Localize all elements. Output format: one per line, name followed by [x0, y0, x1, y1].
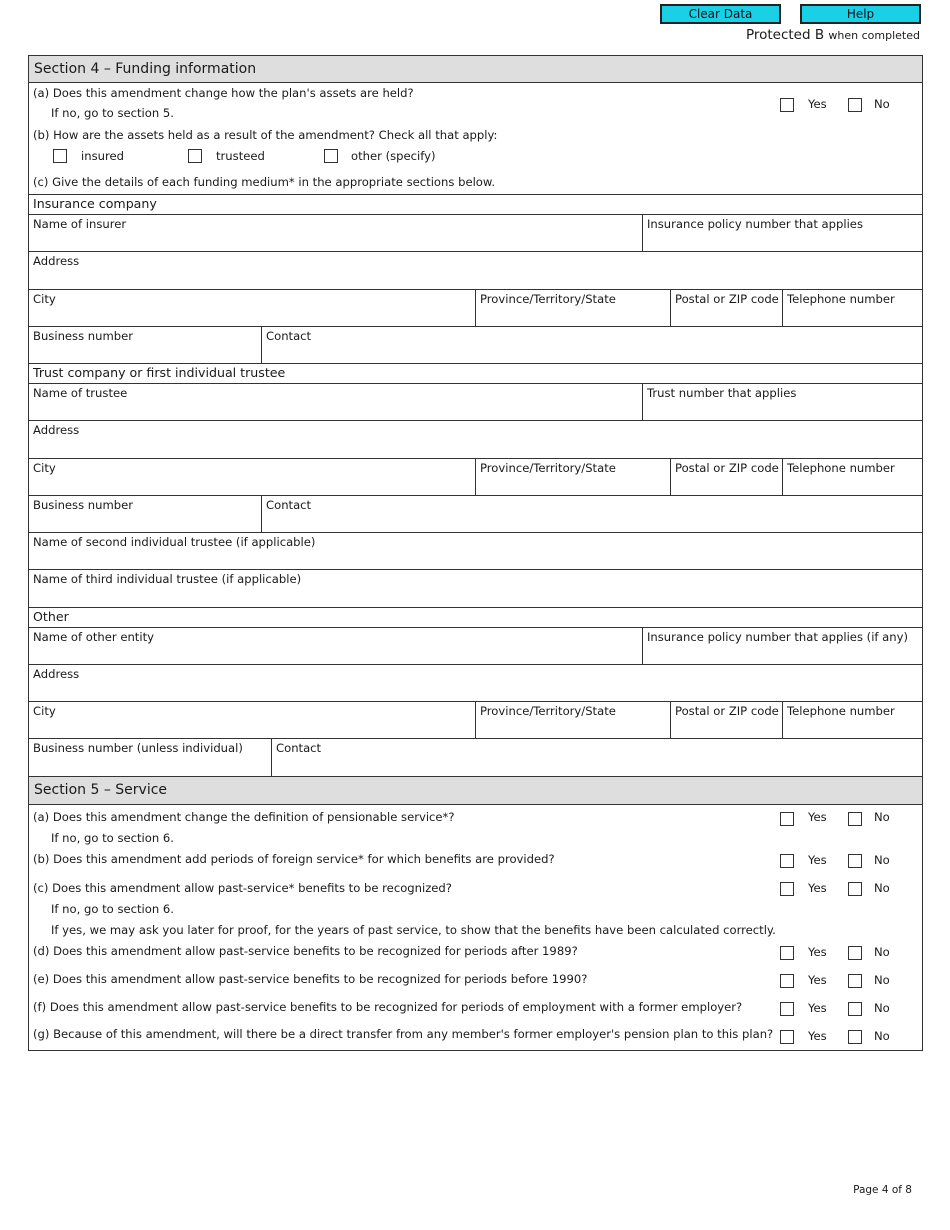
no-label: No — [874, 881, 890, 895]
no-label: No — [874, 945, 890, 959]
s5-question-c: (c) Does this amendment allow past-service* benefits to be recognized? — [33, 881, 452, 895]
insurance-company-heading: Insurance company — [28, 195, 923, 215]
trust-phone-field[interactable] — [783, 459, 922, 495]
other-postal-field[interactable] — [671, 702, 783, 738]
trust-postal-field[interactable] — [671, 459, 783, 495]
other-entity-name-field[interactable] — [29, 628, 643, 664]
phone-label: Telephone number — [787, 292, 895, 306]
second-trustee-label: Name of second individual trustee (if applicable) — [33, 535, 316, 549]
s5b-yes-checkbox[interactable] — [780, 854, 794, 868]
trustee-name-field[interactable] — [29, 384, 643, 420]
s5-question-c-note1: If no, go to section 6. — [51, 902, 174, 916]
other-policy-label: Insurance policy number that applies (if any) — [647, 630, 909, 644]
insurance-city-field[interactable] — [29, 290, 476, 326]
trust-row-3 — [28, 459, 923, 496]
trust-row-5 — [28, 533, 923, 570]
yes-label: Yes — [808, 853, 827, 867]
province-label: Province/Territory/State — [480, 704, 616, 718]
s4a-no-checkbox[interactable] — [848, 98, 862, 112]
insurance-row-1 — [28, 215, 923, 252]
postal-label: Postal or ZIP code — [675, 704, 779, 718]
s5-question-f: (f) Does this amendment allow past-service benefits to be recognized for periods of employment with a former employer? — [33, 1000, 743, 1014]
protected-suffix: when completed — [828, 29, 920, 42]
city-label: City — [33, 704, 56, 718]
contact-label: Contact — [276, 741, 322, 755]
insurance-postal-field[interactable] — [671, 290, 783, 326]
clear-data-button[interactable]: Clear Data — [660, 4, 781, 24]
trust-number-field[interactable] — [643, 384, 922, 420]
no-label: No — [874, 810, 890, 824]
insurer-name-field[interactable] — [29, 215, 643, 251]
s5e-yes-checkbox[interactable] — [780, 974, 794, 988]
trustee-name-label: Name of trustee — [33, 386, 128, 400]
insurance-business-field[interactable] — [29, 327, 262, 363]
city-label: City — [33, 292, 56, 306]
s5-question-e: (e) Does this amendment allow past-service benefits to be recognized for periods before 1990? — [33, 972, 588, 986]
insurance-contact-field[interactable] — [262, 327, 922, 363]
s5f-yes-checkbox[interactable] — [780, 1002, 794, 1016]
phone-label: Telephone number — [787, 461, 895, 475]
s5e-no-checkbox[interactable] — [848, 974, 862, 988]
s5-question-a: (a) Does this amendment change the definition of pensionable service*? — [33, 810, 455, 824]
s5b-no-checkbox[interactable] — [848, 854, 862, 868]
protected-main: Protected B — [745, 27, 825, 43]
address-label: Address — [33, 667, 80, 681]
yes-label: Yes — [808, 881, 827, 895]
yes-label: Yes — [808, 97, 827, 111]
trusteed-checkbox[interactable] — [188, 149, 202, 163]
yes-label: Yes — [808, 1001, 827, 1015]
no-label: No — [874, 97, 890, 111]
insurance-policy-field[interactable] — [643, 215, 922, 251]
other-policy-field[interactable] — [643, 628, 922, 664]
other-checkbox[interactable] — [324, 149, 338, 163]
postal-label: Postal or ZIP code — [675, 292, 779, 306]
contact-label: Contact — [266, 498, 312, 512]
s4-question-c: (c) Give the details of each funding medium* in the appropriate sections below. — [33, 175, 496, 189]
other-phone-field[interactable] — [783, 702, 922, 738]
postal-label: Postal or ZIP code — [675, 461, 779, 475]
section4-title: Section 4 – Funding information — [28, 55, 923, 83]
yes-label: Yes — [808, 1029, 827, 1043]
s5a-yes-checkbox[interactable] — [780, 812, 794, 826]
trust-row-2 — [28, 421, 923, 459]
insurance-address-field[interactable] — [29, 252, 922, 289]
s5d-yes-checkbox[interactable] — [780, 946, 794, 960]
form — [28, 55, 923, 1051]
phone-label: Telephone number — [787, 704, 895, 718]
yes-label: Yes — [808, 973, 827, 987]
other-city-field[interactable] — [29, 702, 476, 738]
insurance-policy-label: Insurance policy number that applies — [647, 217, 863, 231]
no-label: No — [874, 1029, 890, 1043]
insured-label: insured — [81, 149, 124, 163]
business-label: Business number — [33, 498, 134, 512]
s5-question-g: (g) Because of this amendment, will there be a direct transfer from any member's former employer's pension plan to this plan? — [33, 1027, 774, 1041]
trust-row-1 — [28, 384, 923, 421]
other-row-2 — [28, 665, 923, 702]
s5f-no-checkbox[interactable] — [848, 1002, 862, 1016]
s5c-no-checkbox[interactable] — [848, 882, 862, 896]
trust-business-field[interactable] — [29, 496, 262, 532]
contact-label: Contact — [266, 329, 312, 343]
s5a-no-checkbox[interactable] — [848, 812, 862, 826]
trust-address-field[interactable] — [29, 421, 922, 458]
s5g-yes-checkbox[interactable] — [780, 1030, 794, 1044]
protected-label — [746, 27, 920, 43]
page-number: Page 4 of 8 — [853, 1184, 912, 1196]
province-label: Province/Territory/State — [480, 292, 616, 306]
yes-label: Yes — [808, 810, 827, 824]
insurance-phone-field[interactable] — [783, 290, 922, 326]
business-label: Business number (unless individual) — [33, 741, 243, 755]
business-label: Business number — [33, 329, 134, 343]
address-label: Address — [33, 254, 80, 268]
no-label: No — [874, 1001, 890, 1015]
other-contact-field[interactable] — [272, 739, 922, 776]
third-trustee-label: Name of third individual trustee (if applicable) — [33, 572, 302, 586]
third-trustee-field[interactable] — [29, 570, 922, 607]
other-province-field[interactable] — [476, 702, 671, 738]
trusteed-label: trusteed — [216, 149, 265, 163]
other-specify-field[interactable] — [433, 194, 844, 195]
trust-contact-field[interactable] — [262, 496, 922, 532]
insurance-row-3 — [28, 290, 923, 327]
city-label: City — [33, 461, 56, 475]
trust-province-field[interactable] — [476, 459, 671, 495]
trust-number-label: Trust number that applies — [647, 386, 797, 400]
s5-question-b: (b) Does this amendment add periods of foreign service* for which benefits are provided? — [33, 852, 555, 866]
insurer-name-label: Name of insurer — [33, 217, 127, 231]
s5-question-c-note2: If yes, we may ask you later for proof, for the years of past service, to show that the benefits have been calculated correctly. — [51, 923, 776, 937]
insurance-row-2 — [28, 252, 923, 290]
trust-company-heading: Trust company or first individual trustee — [28, 364, 923, 384]
no-label: No — [874, 973, 890, 987]
other-business-field[interactable] — [29, 739, 272, 776]
insurance-province-field[interactable] — [476, 290, 671, 326]
no-label: No — [874, 853, 890, 867]
address-label: Address — [33, 423, 80, 437]
s5-question-a-note: If no, go to section 6. — [51, 831, 174, 845]
s5-question-d: (d) Does this amendment allow past-service benefits to be recognized for periods after 1989? — [33, 944, 578, 958]
other-row-4 — [28, 739, 923, 777]
other-heading: Other — [28, 608, 923, 628]
s4-question-a-note: If no, go to section 5. — [51, 106, 174, 120]
insured-checkbox[interactable] — [53, 149, 67, 163]
other-row-1 — [28, 628, 923, 665]
s5g-no-checkbox[interactable] — [848, 1030, 862, 1044]
other-row-3 — [28, 702, 923, 739]
trust-row-6 — [28, 570, 923, 608]
second-trustee-field[interactable] — [29, 533, 922, 569]
other-entity-name-label: Name of other entity — [33, 630, 154, 644]
s4a-yes-checkbox[interactable] — [780, 98, 794, 112]
section5-questions — [28, 805, 923, 1051]
s5c-yes-checkbox[interactable] — [780, 882, 794, 896]
s5d-no-checkbox[interactable] — [848, 946, 862, 960]
yes-label: Yes — [808, 945, 827, 959]
trust-city-field[interactable] — [29, 459, 476, 495]
province-label: Province/Territory/State — [480, 461, 616, 475]
s4-question-a: (a) Does this amendment change how the plan's assets are held? — [33, 86, 414, 100]
section5-title: Section 5 – Service — [28, 777, 923, 805]
s4-question-b: (b) How are the assets held as a result of the amendment? Check all that apply: — [33, 128, 498, 142]
insurance-row-4 — [28, 327, 923, 364]
other-address-field[interactable] — [29, 665, 922, 701]
help-button[interactable]: Help — [800, 4, 921, 24]
other-label: other (specify) — [351, 149, 436, 163]
trust-row-4 — [28, 496, 923, 533]
section4-questions — [28, 83, 923, 195]
